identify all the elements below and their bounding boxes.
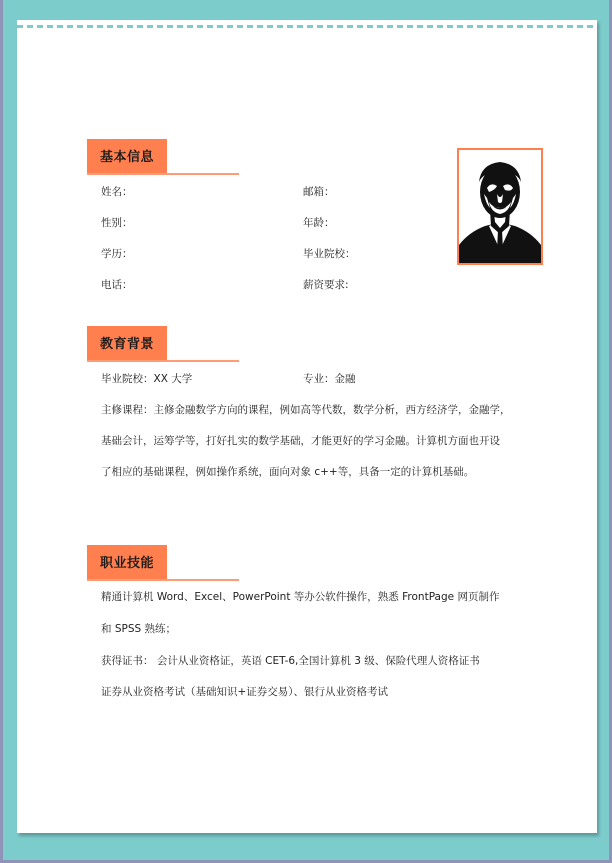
portrait-image <box>459 150 541 263</box>
skills-paragraph-line: 和 SPSS 熟练； <box>101 623 177 635</box>
section-underline <box>87 360 239 362</box>
profile-photo <box>457 148 543 265</box>
field-education: 学历： <box>101 248 133 260</box>
section-underline <box>87 173 239 175</box>
section-title: 教育背景 <box>87 326 167 360</box>
section-title: 职业技能 <box>87 545 167 579</box>
skills-paragraph-line: 精通计算机 Word、Excel、PowerPoint 等办公软件操作，熟悉 FrontPage 网页制作 <box>101 591 500 603</box>
education-paragraph-line: 了相应的基础课程，例如操作系统，面向对象 c++等，具备一定的计算机基础。 <box>101 466 475 478</box>
field-name: 姓名： <box>101 186 133 198</box>
education-paragraph-line: 主修课程：主修金融数学方向的课程，例如高等代数，数学分析，西方经济学，金融学， <box>101 404 511 416</box>
section-title: 基本信息 <box>87 139 167 173</box>
field-age: 年龄： <box>303 217 335 229</box>
decorative-dash-border <box>17 25 597 28</box>
education-major: 专业：金融 <box>303 373 356 385</box>
education-paragraph-line: 基础会计，运筹学等，打好扎实的数学基础，才能更好的学习金融。计算机方面也开设 <box>101 435 500 447</box>
resume-page <box>17 20 597 833</box>
education-school: 毕业院校：XX 大学 <box>101 373 193 385</box>
section-header-basic-info <box>87 139 239 175</box>
section-underline <box>87 579 239 581</box>
skills-paragraph-line: 获得证书： 会计从业资格证，英语 CET-6,全国计算机 3 级、保险代理人资格证书 <box>101 655 480 667</box>
field-salary: 薪资要求: <box>303 279 349 291</box>
section-header-skills <box>87 545 239 581</box>
section-header-education <box>87 326 239 362</box>
field-email: 邮箱： <box>303 186 335 198</box>
field-school: 毕业院校： <box>303 248 356 260</box>
field-gender: 性别： <box>101 217 133 229</box>
field-phone: 电话： <box>101 279 133 291</box>
skills-paragraph-line: 证券从业资格考试（基础知识+证券交易）、银行从业资格考试 <box>101 686 389 698</box>
